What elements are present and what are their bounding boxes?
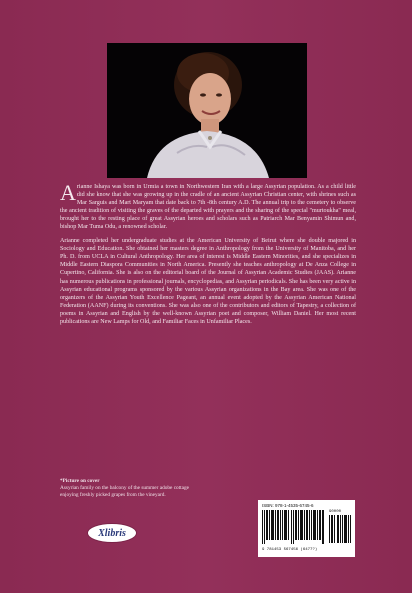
ean-barcode-icon <box>262 510 324 544</box>
barcode-bars <box>262 510 351 548</box>
author-photo <box>107 43 307 178</box>
cover-picture-caption <box>60 478 260 499</box>
author-portrait-icon <box>107 43 307 178</box>
publisher-logo <box>87 523 137 543</box>
ean-digits: 9 781453 567456 <box>262 548 299 552</box>
bio-paragraph-2: Arianne completed her undergraduate studies at the American University of Beirut where she double majored in Sociology and Education. She obtained her masters degree in Anthropology from the University of Manitoba, and her Ph. D. from UCLA in Cultural Anthropology. Her area of interest is Middle Eastern Minorities, and she specializes in Middle Eastern Diaspora Communities in North America. Presently she teaches anthropology at De Anza College in Cupertino, California. She is also on the editorial board of the Journal of Assyrian Academic Studies (JAAS). Arianne has numerous publications in professional journals, encyclopedias, and Assyrian periodicals. She has been very active in Assyrian educational programs sponsored by the various Assyrian organizations in the Bay area. She was one of the organizers of the Assyrian Youth Excellence Pageant, an annual event adopted by the Assyrian American National Federation (AANF) during its conventions. She was also one of the contributors and editors of Tapestry, a collection of poems in Assyrian and English by the well-known Assyrian poet and composer, William Daniel. Her most recent publications are New Lamps for Old, and Familiar Faces in Unfamiliar Places. <box>60 238 356 325</box>
bio-paragraph-1: Arianne Ishaya was born in Urmia a town in Northwestern Iran with a large Assyrian population. As a child little did she know that she was growing up in the cradle of an ancient Assyrian Christian center, with shrines such as Mar Sarguis and Mart Maryam that date back to 7th -8th century A.D. The annual trip to the cemetery to observe the ancient tradition of visiting the graves of the departed with prayers and the sharing of the special "murtoukha" meal, brought her to the resting place of great Assyrian heroes and scholars such as Patriarch Mar Benyamin Shimun and, bishop Mar Tuma Odu, a renowned scholar. <box>60 180 356 231</box>
barcode-panel <box>258 500 355 557</box>
price-barcode-icon <box>329 515 351 543</box>
isbn-number: ISBN: 978-1-4535-6745-6 <box>262 503 314 508</box>
publisher-logo-text: Xlibris <box>98 527 126 539</box>
price-code: 90000 <box>329 510 342 514</box>
ean-suffix: (6477?) <box>300 548 318 552</box>
caption-line-2: enjoying freshly picked grapes from the vineyard. <box>60 492 166 498</box>
caption-line-1: Assyrian family on the balcony of the summer adobe cottage <box>60 485 190 491</box>
caption-title: *Picture on cover <box>60 478 100 484</box>
author-biography <box>60 180 356 332</box>
barcode-digits <box>262 548 351 553</box>
